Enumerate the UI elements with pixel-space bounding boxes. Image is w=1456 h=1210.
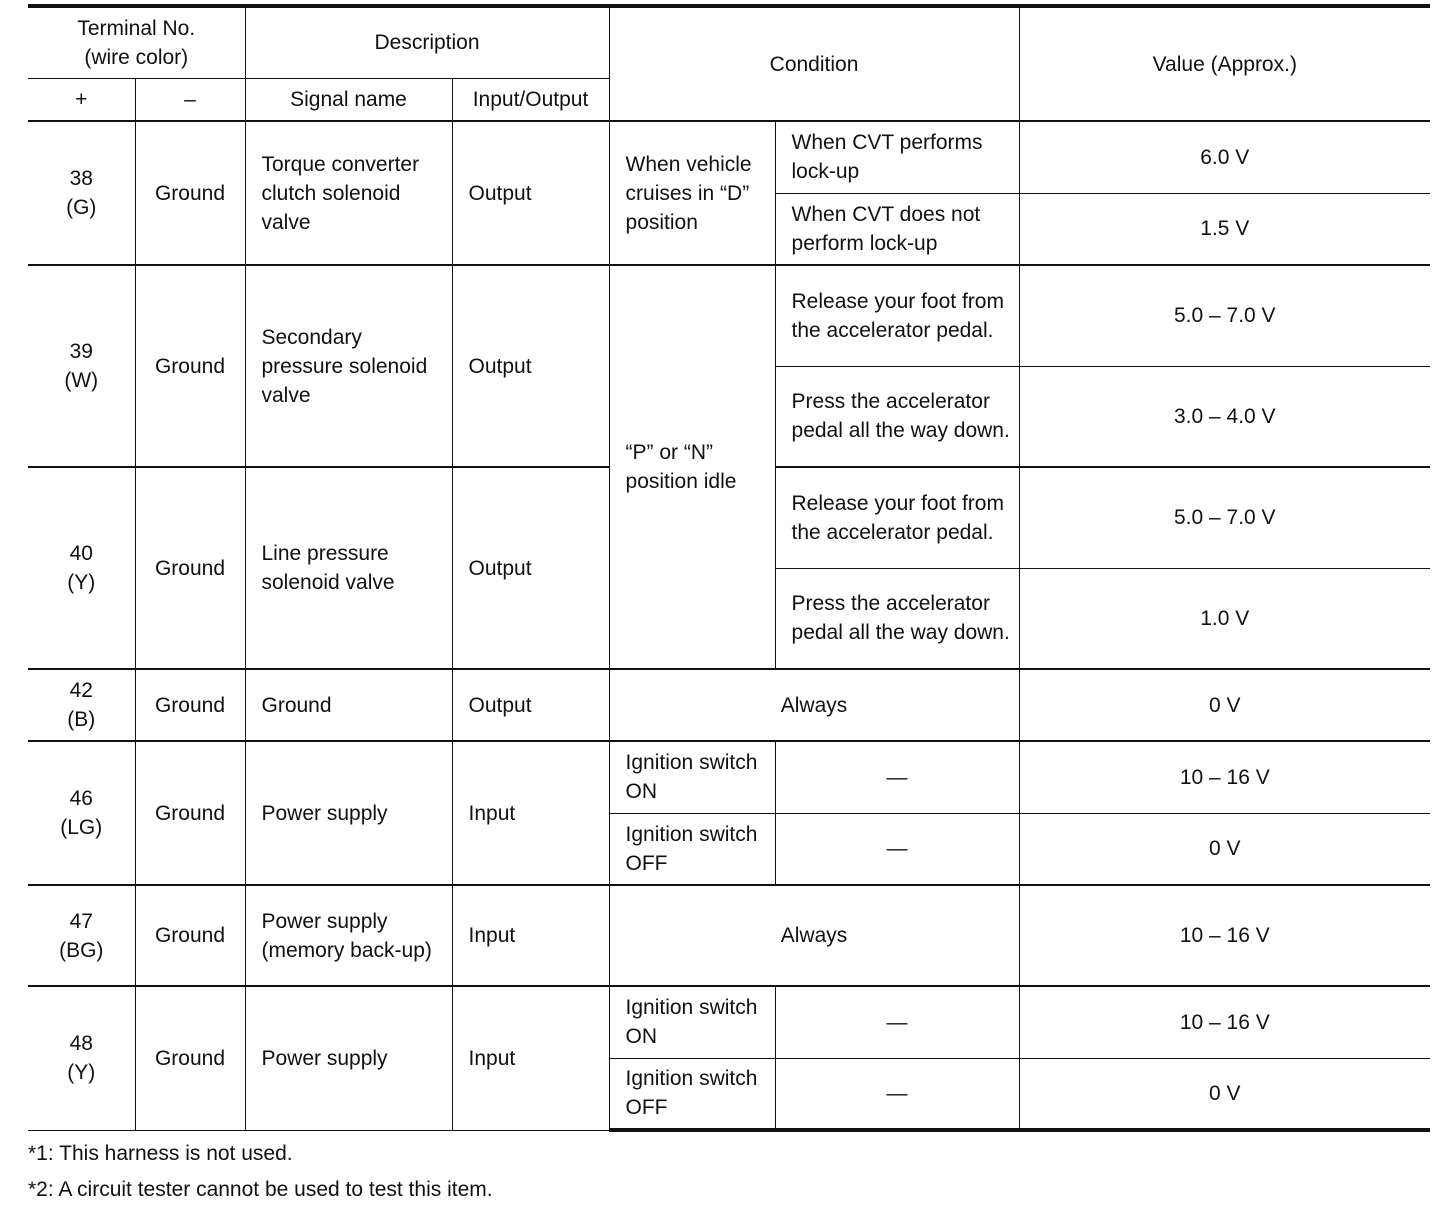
sub-condition: When CVT does not perform lock-up xyxy=(775,193,1019,265)
io-type: Input xyxy=(452,986,609,1130)
condition: When vehicle cruises in “D” position xyxy=(609,121,775,265)
terminal-number: 48 xyxy=(69,1032,93,1056)
signal-name: Power supply (memory back-up) xyxy=(245,885,452,986)
condition: Ignition switch OFF xyxy=(609,813,775,885)
io-type: Output xyxy=(452,669,609,741)
condition: Ignition switch ON xyxy=(609,986,775,1058)
terminal-number: 46 xyxy=(69,787,93,810)
condition: Always xyxy=(609,669,1019,741)
io-type: Output xyxy=(452,467,609,669)
table-row xyxy=(28,986,1430,1058)
terminal-number: 40 xyxy=(69,542,93,565)
header-input-output: Input/Output xyxy=(452,78,609,121)
wire-color: (LG) xyxy=(60,816,103,839)
shared-condition: “P” or “N” position idle xyxy=(609,265,775,669)
signal-name: Ground xyxy=(245,669,452,741)
sub-condition: — xyxy=(775,741,1019,813)
value: 0 V xyxy=(1019,669,1430,741)
terminal-cell xyxy=(28,467,135,669)
signal-name: Power supply xyxy=(245,986,452,1130)
sub-condition: Press the accelerator pedal all the way down. xyxy=(775,568,1019,669)
minus-terminal: Ground xyxy=(135,885,245,986)
sub-condition: — xyxy=(775,986,1019,1058)
header-condition: Condition xyxy=(609,6,1019,121)
value: 0 V xyxy=(1019,813,1430,885)
header-wire-color-label: (wire color) xyxy=(84,45,189,69)
terminal-cell xyxy=(28,741,135,885)
table-row xyxy=(28,741,1430,813)
header-terminal-label: Terminal No. xyxy=(77,16,196,40)
sub-condition: Press the accelerator pedal all the way down. xyxy=(775,366,1019,467)
value: 5.0 – 7.0 V xyxy=(1019,265,1430,366)
minus-terminal: Ground xyxy=(135,467,245,669)
header-terminal-no xyxy=(28,6,245,78)
header-plus: + xyxy=(28,78,135,121)
table-row xyxy=(28,121,1430,193)
value: 6.0 V xyxy=(1019,121,1430,193)
io-type: Input xyxy=(452,885,609,986)
wire-color: (B) xyxy=(67,708,96,731)
value: 10 – 16 V xyxy=(1019,885,1430,986)
terminal-cell xyxy=(28,885,135,986)
header-minus: – xyxy=(135,78,245,121)
header-value: Value (Approx.) xyxy=(1019,6,1430,121)
value: 1.5 V xyxy=(1019,193,1430,265)
terminal-spec-table xyxy=(28,4,1430,1132)
value: 10 – 16 V xyxy=(1019,741,1430,813)
value: 5.0 – 7.0 V xyxy=(1019,467,1430,568)
sub-condition: — xyxy=(775,1058,1019,1130)
sub-condition: Release your foot from the accelerator pedal. xyxy=(775,265,1019,366)
terminal-cell xyxy=(28,669,135,741)
table-row xyxy=(28,265,1430,366)
signal-name: Line pressure solenoid valve xyxy=(245,467,452,669)
terminal-cell xyxy=(28,121,135,265)
condition: Always xyxy=(609,885,1019,986)
header-signal-name: Signal name xyxy=(245,78,452,121)
footnote: *1: This harness is not used. xyxy=(28,1142,293,1165)
value: 10 – 16 V xyxy=(1019,986,1430,1058)
terminal-cell xyxy=(28,986,135,1130)
wire-color: (G) xyxy=(66,196,97,219)
sub-condition: Release your foot from the accelerator pedal. xyxy=(775,467,1019,568)
io-type: Input xyxy=(452,741,609,885)
terminal-number: 38 xyxy=(69,167,93,190)
terminal-number: 42 xyxy=(69,679,93,702)
signal-name: Torque converter clutch solenoid valve xyxy=(245,121,452,265)
signal-name: Power supply xyxy=(245,741,452,885)
minus-terminal: Ground xyxy=(135,669,245,741)
footnote: *2: A circuit tester cannot be used to test this item. xyxy=(28,1178,493,1201)
header-description: Description xyxy=(245,6,609,78)
condition: Ignition switch ON xyxy=(609,741,775,813)
minus-terminal: Ground xyxy=(135,741,245,885)
minus-terminal: Ground xyxy=(135,265,245,467)
value: 3.0 – 4.0 V xyxy=(1019,366,1430,467)
sub-condition: — xyxy=(775,813,1019,885)
minus-terminal: Ground xyxy=(135,986,245,1130)
footnotes xyxy=(28,1136,493,1208)
io-type: Output xyxy=(452,121,609,265)
terminal-number: 39 xyxy=(69,340,93,363)
value: 1.0 V xyxy=(1019,568,1430,669)
condition: Ignition switch OFF xyxy=(609,1058,775,1130)
terminal-number: 47 xyxy=(69,909,93,933)
wire-color: (BG) xyxy=(59,938,104,962)
minus-terminal: Ground xyxy=(135,121,245,265)
wire-color: (Y) xyxy=(67,1061,96,1085)
value: 0 V xyxy=(1019,1058,1430,1130)
io-type: Output xyxy=(452,265,609,467)
table-row xyxy=(28,885,1430,986)
wire-color: (W) xyxy=(64,369,99,392)
terminal-cell xyxy=(28,265,135,467)
table-row xyxy=(28,669,1430,741)
sub-condition: When CVT performs lock-up xyxy=(775,121,1019,193)
wire-color: (Y) xyxy=(67,571,96,594)
signal-name: Secondary pressure solenoid valve xyxy=(245,265,452,467)
